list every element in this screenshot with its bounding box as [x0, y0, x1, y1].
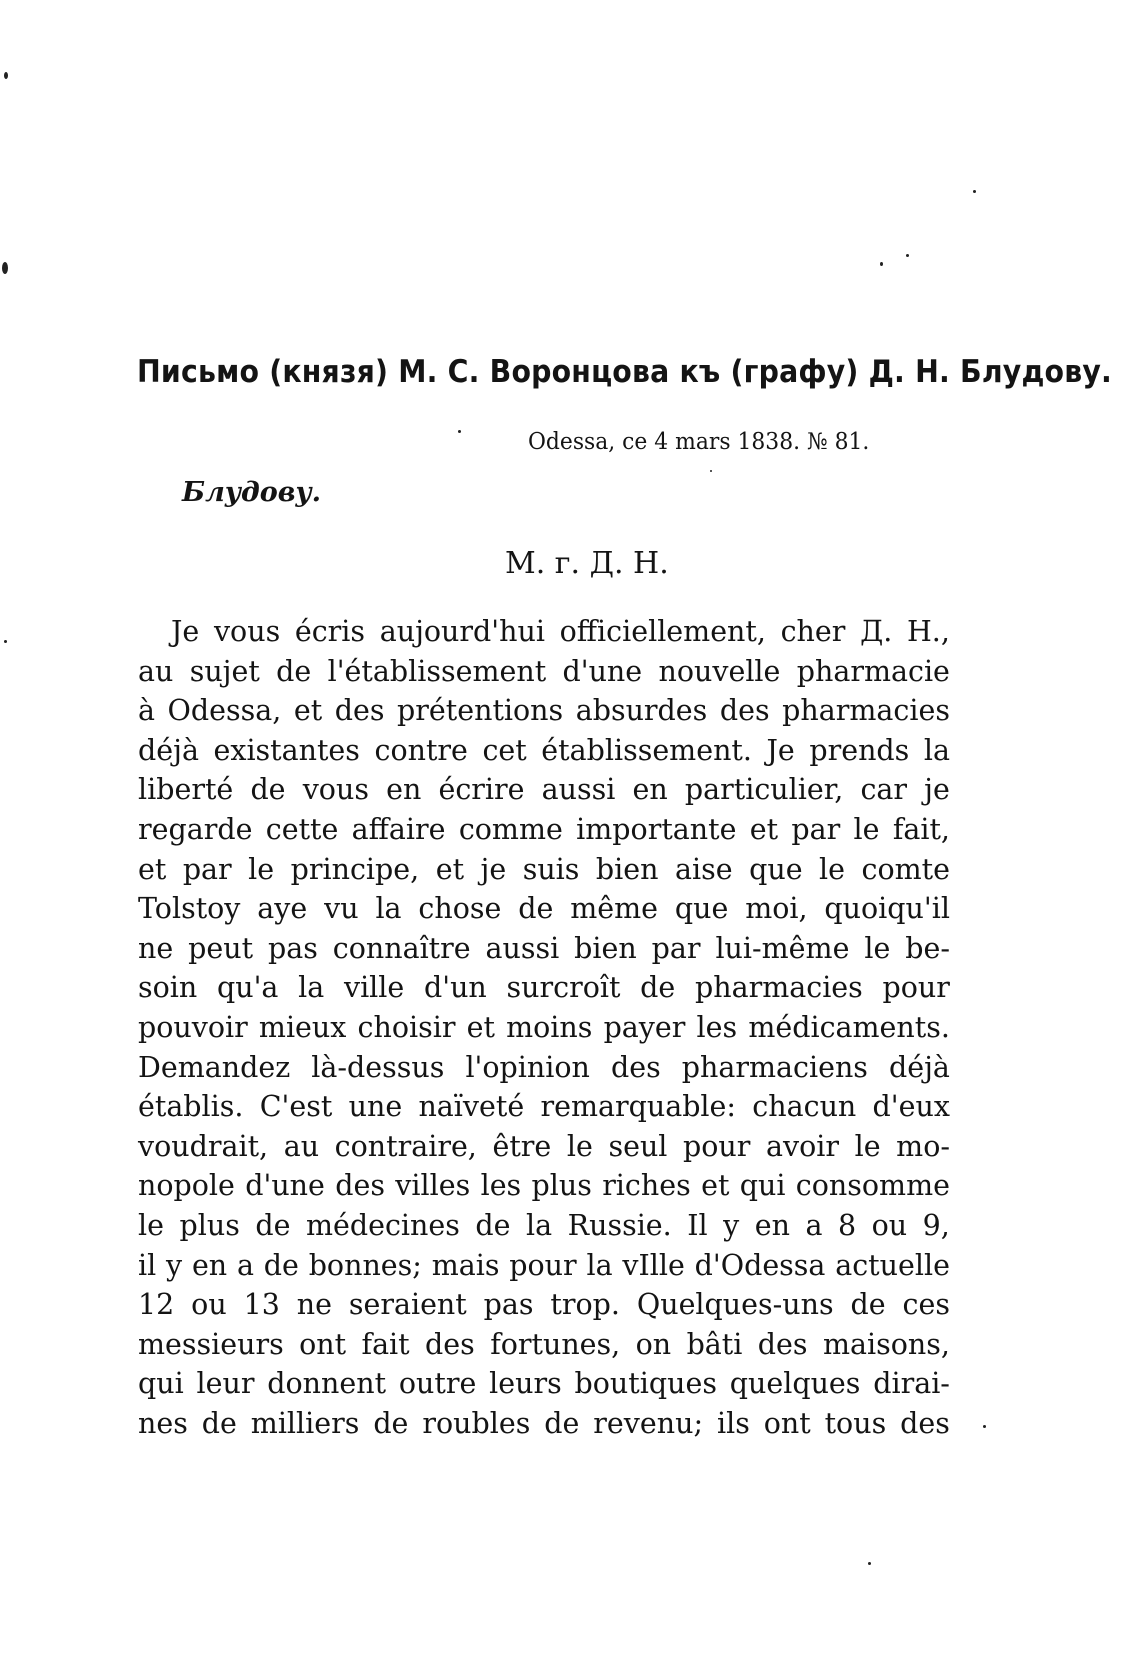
- body-line: [138, 731, 950, 771]
- word: chose: [418, 892, 502, 926]
- word: d'une: [562, 654, 643, 688]
- scan-speck: [710, 470, 712, 472]
- word: Quelques-uns: [636, 1288, 834, 1322]
- word: aise: [675, 852, 733, 886]
- word: de: [201, 1406, 237, 1440]
- dateline: Odessa, ce 4 mars 1838. № 81.: [528, 429, 870, 455]
- body-line: [138, 889, 950, 929]
- word: d'eux: [872, 1090, 950, 1124]
- word: je: [924, 773, 950, 807]
- word: à: [138, 694, 155, 728]
- word: le: [566, 1129, 593, 1163]
- scan-speck: [2, 262, 8, 274]
- word: 9,: [922, 1208, 950, 1242]
- word: la: [298, 971, 325, 1005]
- word: aye: [257, 892, 308, 926]
- word: par: [651, 931, 701, 965]
- body-line: [138, 1127, 950, 1167]
- word: seul: [608, 1129, 668, 1163]
- word: bien: [595, 852, 659, 886]
- word: des: [335, 1169, 385, 1203]
- word: prétentions: [397, 694, 564, 728]
- word: car: [860, 773, 908, 807]
- word: principe,: [290, 852, 420, 886]
- word: en: [191, 1248, 228, 1282]
- word: médecines: [305, 1208, 460, 1242]
- word: de: [250, 773, 286, 807]
- word: d'Odessa: [694, 1248, 826, 1282]
- word: de: [850, 1288, 886, 1322]
- word: riches: [602, 1169, 691, 1203]
- word: moins: [506, 1010, 593, 1044]
- word: Н.,: [906, 615, 950, 648]
- word: vIlle: [622, 1248, 685, 1282]
- scan-speck: [880, 262, 883, 266]
- word: y: [166, 1248, 183, 1282]
- word: suis: [522, 852, 580, 886]
- word: l'opinion: [465, 1050, 590, 1084]
- word: nouvelle: [658, 654, 781, 688]
- word: absurdes: [575, 694, 708, 728]
- word: ces: [902, 1288, 950, 1322]
- word: des: [425, 1327, 475, 1361]
- word: naïveté: [418, 1090, 525, 1124]
- word: le: [854, 1129, 881, 1163]
- word: leurs: [489, 1367, 562, 1401]
- word: cet: [482, 733, 527, 767]
- word: pour: [509, 1248, 577, 1282]
- word: voudrait,: [138, 1129, 269, 1163]
- word: Tolstoy: [138, 892, 241, 926]
- word: 12: [138, 1288, 175, 1322]
- word: tous: [824, 1406, 887, 1440]
- word: établis.: [138, 1090, 244, 1124]
- word: bien: [574, 931, 637, 965]
- word: le: [138, 1208, 164, 1242]
- word: de: [276, 654, 312, 688]
- word: la: [526, 1208, 553, 1242]
- body-line: [138, 850, 950, 890]
- word: fait,: [892, 812, 950, 846]
- word: pas: [267, 931, 318, 965]
- word: par: [182, 852, 232, 886]
- word: affaire: [351, 812, 446, 846]
- word: qu'a: [216, 971, 279, 1005]
- word: consomme: [795, 1169, 950, 1203]
- word: milliers: [250, 1406, 360, 1440]
- word: villes: [395, 1169, 471, 1203]
- word: payer: [603, 1010, 686, 1044]
- body-line: [138, 1246, 950, 1286]
- word: aussi: [485, 931, 560, 965]
- salutation: М. г. Д. Н.: [505, 546, 669, 581]
- word: le: [248, 852, 275, 886]
- word: boutiques: [574, 1367, 717, 1401]
- word: moi,: [745, 892, 808, 926]
- word: outre: [398, 1367, 477, 1401]
- word: comte: [861, 852, 950, 886]
- word: on: [635, 1327, 672, 1361]
- word: chacun: [752, 1090, 857, 1124]
- word: quoiqu'il: [824, 892, 950, 926]
- scan-speck: [906, 254, 909, 257]
- word: roubles: [422, 1406, 531, 1440]
- word: en: [754, 1208, 790, 1242]
- word: plus: [531, 1169, 592, 1203]
- word: de: [544, 1406, 580, 1440]
- word: le: [819, 852, 846, 886]
- word: pas: [483, 1288, 534, 1322]
- word: pour: [683, 1129, 751, 1163]
- word: nes: [138, 1406, 188, 1440]
- word: les: [480, 1169, 522, 1203]
- word: mais: [431, 1248, 500, 1282]
- word: 13: [243, 1288, 280, 1322]
- word: seraient: [348, 1288, 467, 1322]
- word: C'est: [259, 1090, 333, 1124]
- word: ou: [191, 1288, 227, 1322]
- word: choisir: [357, 1010, 456, 1044]
- word: de: [373, 1406, 409, 1440]
- word: ont: [299, 1327, 347, 1361]
- word: de: [518, 892, 554, 926]
- word: déjà: [888, 1050, 950, 1084]
- word: dirai-: [873, 1367, 950, 1401]
- word: des: [900, 1406, 950, 1440]
- scan-speck: [973, 190, 976, 193]
- word: mieux: [258, 1010, 347, 1044]
- word: particulier,: [684, 773, 844, 807]
- word: vu: [324, 892, 359, 926]
- word: fortunes,: [490, 1327, 621, 1361]
- body-line: [138, 770, 950, 810]
- word: pharmacies: [782, 694, 950, 728]
- body-line: [138, 1206, 950, 1246]
- word: que: [749, 852, 803, 886]
- word: au: [283, 1129, 320, 1163]
- word: ne: [296, 1288, 332, 1322]
- word: des: [334, 694, 385, 728]
- word: de: [255, 1208, 291, 1242]
- word: en: [632, 773, 668, 807]
- word: y: [723, 1208, 740, 1242]
- word: pharmaciens: [681, 1050, 868, 1084]
- word: ne: [138, 931, 174, 965]
- word: surcroît: [506, 971, 621, 1005]
- word: peut: [188, 931, 254, 965]
- word: revenu;: [593, 1406, 704, 1440]
- word: comme: [458, 812, 563, 846]
- word: regarde: [138, 812, 253, 846]
- word: Odessa,: [167, 694, 282, 728]
- body-line: [138, 1087, 950, 1127]
- word: des: [610, 1050, 661, 1084]
- word: Je: [171, 615, 200, 648]
- word: être: [492, 1129, 552, 1163]
- margin-note: Блудову.: [182, 477, 322, 508]
- word: ils: [716, 1406, 750, 1440]
- word: d'une: [245, 1169, 325, 1203]
- word: fait: [361, 1327, 410, 1361]
- word: vous: [302, 773, 369, 807]
- word: importante: [576, 812, 737, 846]
- body-line: [138, 612, 950, 652]
- word: que: [674, 892, 729, 926]
- word: aujourd'hui: [379, 615, 545, 648]
- word: pharmacies: [695, 971, 863, 1005]
- letter-body: [138, 612, 950, 1443]
- word: je: [480, 852, 507, 886]
- word: contraire,: [334, 1129, 477, 1163]
- letter-heading: Письмо (князя) М. С. Воронцова къ (графу) Д. Н. Блудову.: [137, 354, 1112, 390]
- body-line: [138, 1166, 950, 1206]
- word: établissement.: [541, 733, 752, 767]
- word: les: [696, 1010, 738, 1044]
- word: une: [348, 1090, 403, 1124]
- word: écris: [294, 615, 366, 648]
- word: contre: [374, 733, 468, 767]
- word: quelques: [729, 1367, 861, 1401]
- body-line: [138, 1008, 950, 1048]
- word: le: [864, 931, 891, 965]
- word: déjà: [138, 733, 199, 767]
- word: qui: [138, 1367, 184, 1401]
- word: be-: [905, 931, 950, 965]
- word: cher: [780, 615, 846, 648]
- word: officiellement,: [559, 615, 766, 648]
- word: même: [570, 892, 659, 926]
- word: et: [435, 852, 465, 886]
- word: la: [923, 733, 950, 767]
- word: il: [138, 1248, 157, 1282]
- word: donnent: [267, 1367, 387, 1401]
- body-line: [138, 968, 950, 1008]
- word: connaître: [332, 931, 471, 965]
- word: mo-: [896, 1129, 950, 1163]
- word: maisons,: [822, 1327, 950, 1361]
- word: nopole: [138, 1169, 235, 1203]
- word: et: [749, 812, 779, 846]
- word: Il: [687, 1208, 708, 1242]
- body-line: [138, 1048, 950, 1088]
- word: pour: [882, 971, 950, 1005]
- word: sujet: [189, 654, 260, 688]
- body-line: [138, 652, 950, 692]
- word: en: [386, 773, 422, 807]
- word: 8: [837, 1208, 857, 1242]
- body-line: [138, 810, 950, 850]
- word: pouvoir: [138, 1010, 248, 1044]
- word: actuelle: [835, 1248, 950, 1282]
- word: le: [853, 812, 880, 846]
- word: trop.: [550, 1288, 620, 1322]
- body-line: [138, 929, 950, 969]
- word: a: [805, 1208, 823, 1242]
- word: des: [757, 1327, 808, 1361]
- word: et: [701, 1169, 730, 1203]
- word: de: [475, 1208, 511, 1242]
- word: remarquable:: [540, 1090, 737, 1124]
- word: ont: [763, 1406, 811, 1440]
- word: messieurs: [138, 1327, 284, 1361]
- scan-speck: [458, 430, 461, 433]
- word: là-dessus: [311, 1050, 445, 1084]
- word: aussi: [541, 773, 616, 807]
- scan-speck: [983, 1425, 986, 1428]
- word: au: [138, 654, 174, 688]
- word: des: [719, 694, 770, 728]
- word: d'un: [424, 971, 487, 1005]
- word: existantes: [213, 733, 360, 767]
- word: de: [640, 971, 676, 1005]
- word: qui: [739, 1169, 786, 1203]
- word: vous: [213, 615, 281, 648]
- word: la: [375, 892, 402, 926]
- word: cette: [265, 812, 339, 846]
- word: a: [236, 1248, 254, 1282]
- scan-speck: [4, 640, 7, 643]
- word: prends: [809, 733, 910, 767]
- body-line: [138, 1404, 950, 1444]
- scan-speck: [868, 1562, 871, 1565]
- word: la: [586, 1248, 613, 1282]
- word: leur: [196, 1367, 255, 1401]
- word: et: [466, 1010, 495, 1044]
- word: pharmacie: [796, 654, 950, 688]
- word: par: [791, 812, 841, 846]
- word: lui-même: [715, 931, 850, 965]
- word: et: [138, 852, 167, 886]
- body-line: [138, 1364, 950, 1404]
- word: bonnes;: [308, 1248, 422, 1282]
- word: Д.: [860, 615, 893, 648]
- body-line: [138, 691, 950, 731]
- word: avoir: [766, 1129, 839, 1163]
- word: bâti: [686, 1327, 743, 1361]
- scan-speck: [4, 72, 8, 79]
- word: liberté: [138, 773, 234, 807]
- word: médicaments.: [748, 1010, 950, 1044]
- word: ville: [343, 971, 405, 1005]
- body-line: [138, 1285, 950, 1325]
- word: l'établissement: [327, 654, 547, 688]
- word: et: [293, 694, 323, 728]
- word: Je: [766, 733, 795, 767]
- word: ou: [871, 1208, 908, 1242]
- word: Russie.: [567, 1208, 672, 1242]
- word: soin: [138, 971, 198, 1005]
- word: écrire: [438, 773, 525, 807]
- word: plus: [179, 1208, 240, 1242]
- word: Demandez: [138, 1050, 291, 1084]
- body-line: [138, 1325, 950, 1365]
- word: de: [263, 1248, 299, 1282]
